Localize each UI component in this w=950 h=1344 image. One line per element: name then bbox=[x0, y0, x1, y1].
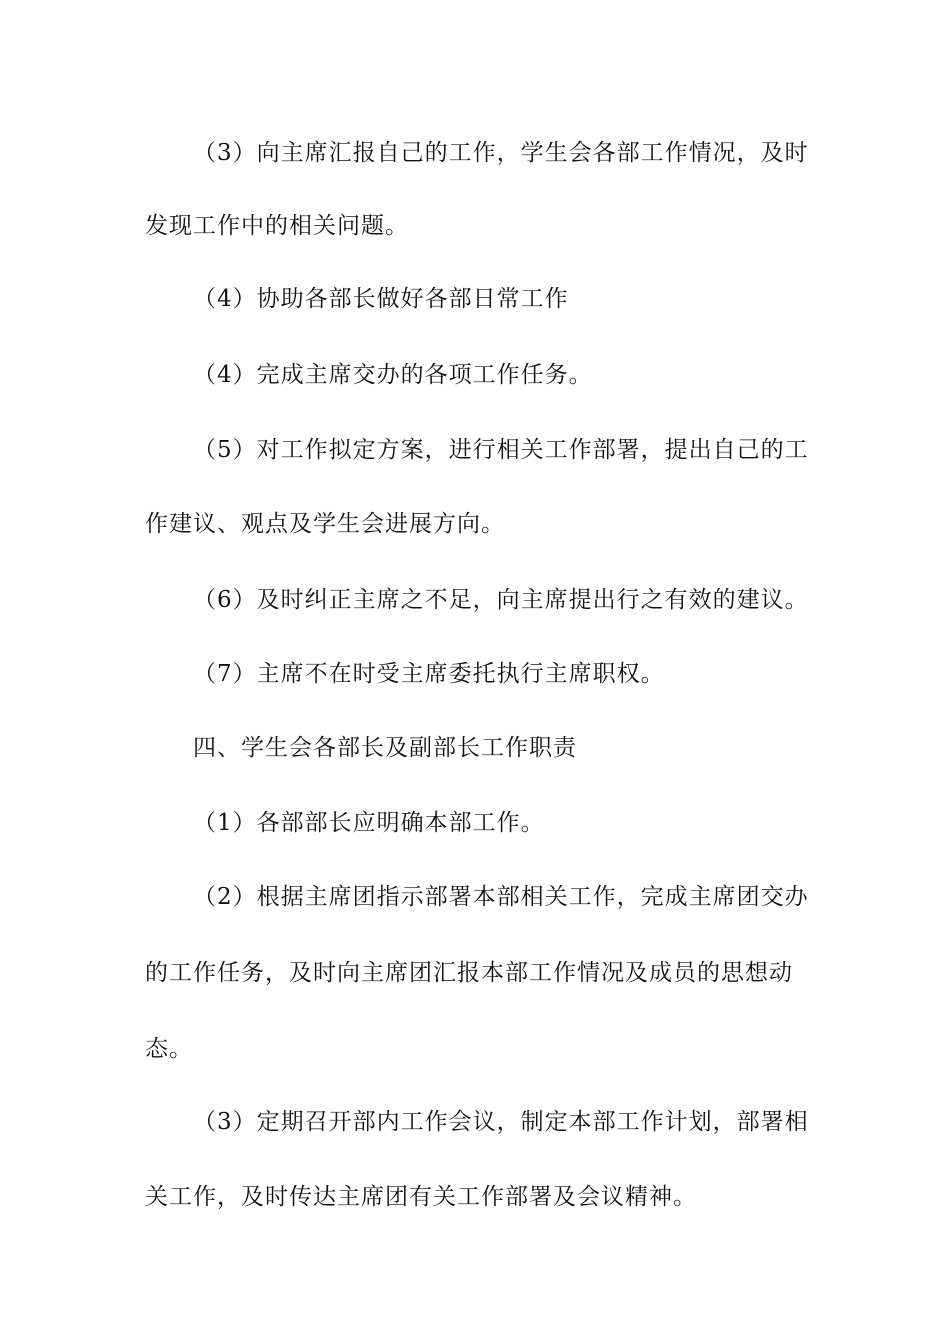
paragraph-line: 的工作任务，及时向主席团汇报本部工作情况及成员的思想动 bbox=[145, 960, 793, 986]
paragraph-line: 关工作，及时传达主席团有关工作部署及会议精神。 bbox=[145, 1184, 697, 1210]
paragraph-line: （4）协助各部长做好各部日常工作 bbox=[193, 286, 569, 312]
paragraph-line: 发现工作中的相关问题。 bbox=[145, 213, 409, 239]
paragraph-line: （4）完成主席交办的各项工作任务。 bbox=[193, 362, 593, 388]
paragraph-line: （5）对工作拟定方案，进行相关工作部署，提出自己的工 bbox=[193, 437, 809, 463]
paragraph-line: 态。 bbox=[145, 1036, 193, 1062]
paragraph-line: 作建议、观点及学生会进展方向。 bbox=[145, 511, 505, 537]
paragraph-line: （3）向主席汇报自己的工作，学生会各部工作情况，及时 bbox=[193, 140, 809, 166]
paragraph-line: （7）主席不在时受主席委托执行主席职权。 bbox=[193, 661, 665, 687]
paragraph-line: （1）各部部长应明确本部工作。 bbox=[193, 810, 545, 836]
paragraph-line: （3）定期召开部内工作会议，制定本部工作计划，部署相 bbox=[193, 1109, 809, 1135]
section-heading: 四、学生会各部长及副部长工作职责 bbox=[193, 735, 577, 761]
paragraph-line: （2）根据主席团指示部署本部相关工作，完成主席团交办 bbox=[193, 884, 809, 910]
paragraph-line: （6）及时纠正主席之不足，向主席提出行之有效的建议。 bbox=[193, 587, 809, 613]
